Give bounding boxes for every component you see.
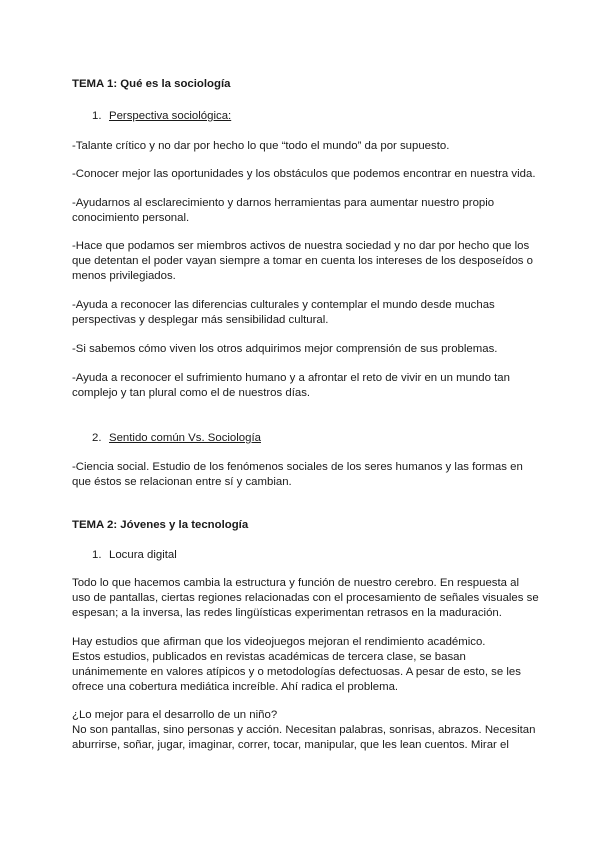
tema1-bullet-3: -Ayudarnos al esclarecimiento y darnos herramientas para aumentar nuestro propio conocimiento personal. [72,197,495,224]
tema1-bullet-7: -Ayuda a reconocer el sufrimiento humano y a afrontar el reto de vivir en un mundo tan complejo y tan plural como el de nuestros días. [72,372,510,399]
tema1-bullet-5: -Ayuda a reconocer las diferencias culturales y contemplar el mundo desde muchas perspectivas y desplegar más sensibilidad cultural. [72,299,495,326]
tema1-item2-text: -Ciencia social. Estudio de los fenómenos sociales de los seres humanos y las formas en que éstos se relacionan entre sí y cambian. [72,461,523,488]
tema1-item1-heading: Perspectiva sociológica: [109,110,232,122]
tema1-bullet-4: -Hace que podamos ser miembros activos de nuestra sociedad y no dar por hecho que los que detentan el poder vayan siempre a tomar en cuenta los intereses de los desposeídos o menos privilegiados. [72,240,533,282]
tema1-item2-number: 2. [92,432,102,444]
tema1-title: TEMA 1: Qué es la sociología [72,78,231,90]
tema1-bullet-2: -Conocer mejor las oportunidades y los obstáculos que podemos encontrar en nuestra vida. [72,168,536,180]
tema2-title: TEMA 2: Jóvenes y la tecnología [72,519,249,531]
tema1-bullet-1: -Talante crítico y no dar por hecho lo que “todo el mundo” da por supuesto. [72,140,450,152]
tema1-item1-number: 1. [92,110,102,122]
tema2-item1-heading: Locura digital [109,549,177,561]
tema2-paragraph-1: Todo lo que hacemos cambia la estructura y función de nuestro cerebro. En respuesta al uso de pantallas, ciertas regiones relacionadas con el procesamiento de señales visuales se espesan; a la inversa, las redes lingüísticas experimentan retrasos en la maduración. [72,577,539,619]
tema2-paragraph-2: Hay estudios que afirman que los videojuegos mejoran el rendimiento académico. Estos estudios, publicados en revistas académicas de tercera clase, se basan unánimemente en valores atípicos y o metodologías defectuosas. A pesar de esto, se les ofrece una cobertura mediática increíble. Ahí radica el problema. [72,636,521,693]
tema2-item1-number: 1. [92,549,102,561]
tema1-item2-heading: Sentido común Vs. Sociología [109,432,261,444]
tema2-paragraph-3: ¿Lo mejor para el desarrollo de un niño? No son pantallas, sino personas y acción. Necesitan palabras, sonrisas, abrazos. Necesitan aburrirse, soñar, jugar, imaginar, correr, tocar, manipular, que les lean cuentos. Mirar el [72,709,536,751]
tema1-bullet-6: -Si sabemos cómo viven los otros adquirimos mejor comprensión de sus problemas. [72,343,498,355]
